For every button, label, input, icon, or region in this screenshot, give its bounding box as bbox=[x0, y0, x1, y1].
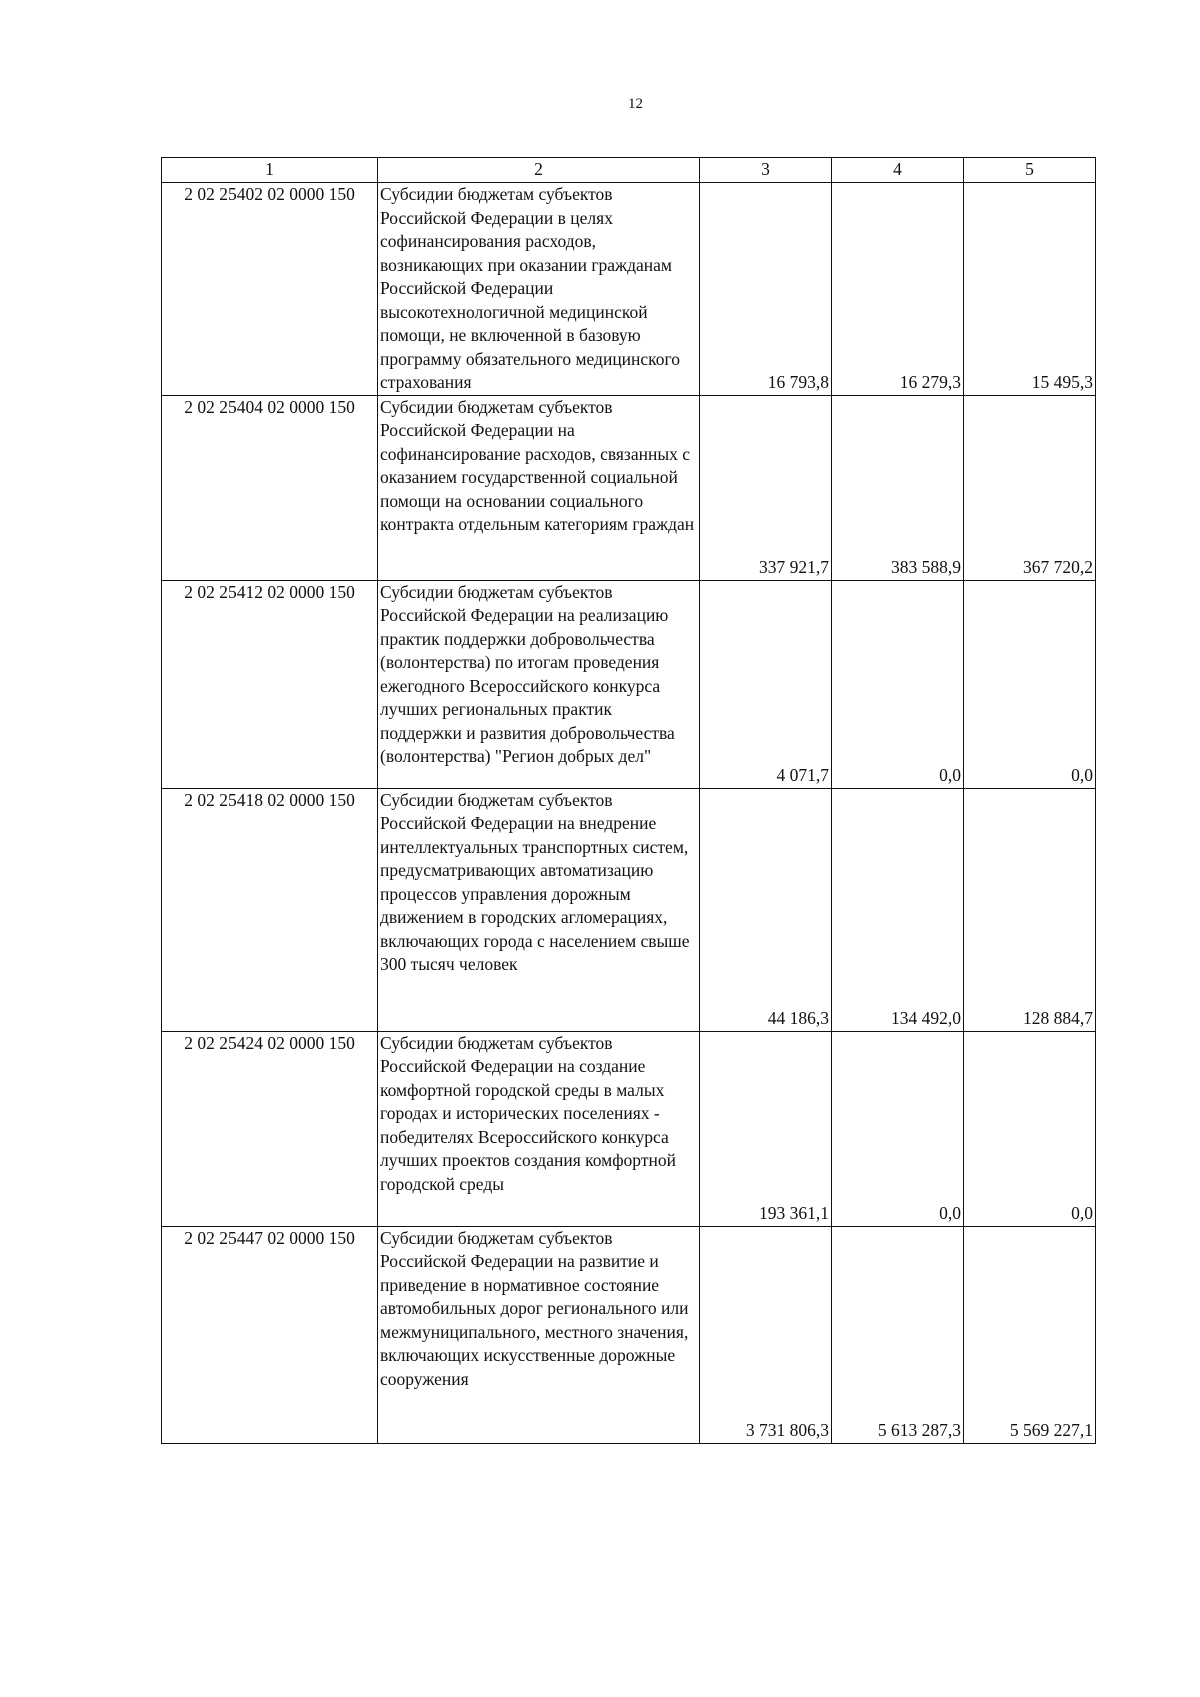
row-description bbox=[378, 788, 700, 1031]
row-value-col-3: 44 186,3 bbox=[700, 788, 832, 1031]
row-description bbox=[378, 183, 700, 396]
row-value-col-4: 383 588,9 bbox=[832, 395, 964, 580]
header-col-2: 2 bbox=[378, 158, 700, 183]
row-value-col-5: 367 720,2 bbox=[964, 395, 1096, 580]
row-description-text: Субсидии бюджетам субъектов Российской Федерации на софинансирование расходов, связанных с оказанием государственной социальной помощи на основании социального контракта отдельным категориям граждан bbox=[380, 396, 695, 534]
row-value-col-4: 0,0 bbox=[832, 580, 964, 788]
row-description bbox=[378, 1031, 700, 1226]
row-description bbox=[378, 580, 700, 788]
row-code: 2 02 25424 02 0000 150 bbox=[162, 1031, 378, 1226]
row-code: 2 02 25402 02 0000 150 bbox=[162, 183, 378, 396]
row-value-col-3: 4 071,7 bbox=[700, 580, 832, 788]
header-col-4: 4 bbox=[832, 158, 964, 183]
row-value-col-3: 337 921,7 bbox=[700, 395, 832, 580]
table-row bbox=[162, 1226, 1096, 1443]
row-value-col-4: 0,0 bbox=[832, 1031, 964, 1226]
header-col-5: 5 bbox=[964, 158, 1096, 183]
row-code: 2 02 25404 02 0000 150 bbox=[162, 395, 378, 580]
row-description-text: Субсидии бюджетам субъектов Российской Федерации в целях софинансирования расходов, возникающих при оказании гражданам Российской Федерации высокотехнологичной медицинской помощи, не включенной в базовую программу обязательного медицинского страхования bbox=[380, 184, 681, 392]
row-value-col-5: 128 884,7 bbox=[964, 788, 1096, 1031]
row-value-col-5: 15 495,3 bbox=[964, 183, 1096, 396]
row-code: 2 02 25447 02 0000 150 bbox=[162, 1226, 378, 1443]
table-row bbox=[162, 580, 1096, 788]
row-value-col-5: 0,0 bbox=[964, 1031, 1096, 1226]
row-value-col-3: 3 731 806,3 bbox=[700, 1226, 832, 1443]
row-value-col-5: 0,0 bbox=[964, 580, 1096, 788]
row-description-text: Субсидии бюджетам субъектов Российской Федерации на внедрение интеллектуальных транспортных систем, предусматривающих автоматизацию процессов управления дорожным движением в городских агломерациях, включающих города с населением свыше 300 тысяч человек bbox=[380, 789, 690, 974]
row-value-col-4: 134 492,0 bbox=[832, 788, 964, 1031]
row-code: 2 02 25412 02 0000 150 bbox=[162, 580, 378, 788]
header-col-1: 1 bbox=[162, 158, 378, 183]
row-value-col-3: 193 361,1 bbox=[700, 1031, 832, 1226]
table-row bbox=[162, 1031, 1096, 1226]
table-header-row bbox=[162, 158, 1096, 183]
budget-table bbox=[161, 157, 1096, 1444]
row-value-col-4: 5 613 287,3 bbox=[832, 1226, 964, 1443]
row-description-text: Субсидии бюджетам субъектов Российской Федерации на создание комфортной городской среды в малых городах и исторических поселениях - победителях Всероссийского конкурса лучших проектов создания комфортной городской среды bbox=[380, 1032, 676, 1194]
header-col-3: 3 bbox=[700, 158, 832, 183]
table-row bbox=[162, 395, 1096, 580]
table-row bbox=[162, 788, 1096, 1031]
row-value-col-5: 5 569 227,1 bbox=[964, 1226, 1096, 1443]
page-number: 12 bbox=[628, 96, 643, 112]
table-row bbox=[162, 183, 1096, 396]
row-code: 2 02 25418 02 0000 150 bbox=[162, 788, 378, 1031]
row-description-text: Субсидии бюджетам субъектов Российской Федерации на развитие и приведение в нормативное состояние автомобильных дорог регионального или межмуниципального, местного значения, включающих искусственные дорожные сооружения bbox=[380, 1227, 689, 1389]
row-description-text: Субсидии бюджетам субъектов Российской Федерации на реализацию практик поддержки добровольчества (волонтерства) по итогам проведения ежегодного Всероссийского конкурса лучших региональных практик поддержки и развития добровольчества (волонтерства) "Регион добрых дел" bbox=[380, 581, 675, 766]
row-description bbox=[378, 395, 700, 580]
row-value-col-3: 16 793,8 bbox=[700, 183, 832, 396]
row-value-col-4: 16 279,3 bbox=[832, 183, 964, 396]
row-description bbox=[378, 1226, 700, 1443]
